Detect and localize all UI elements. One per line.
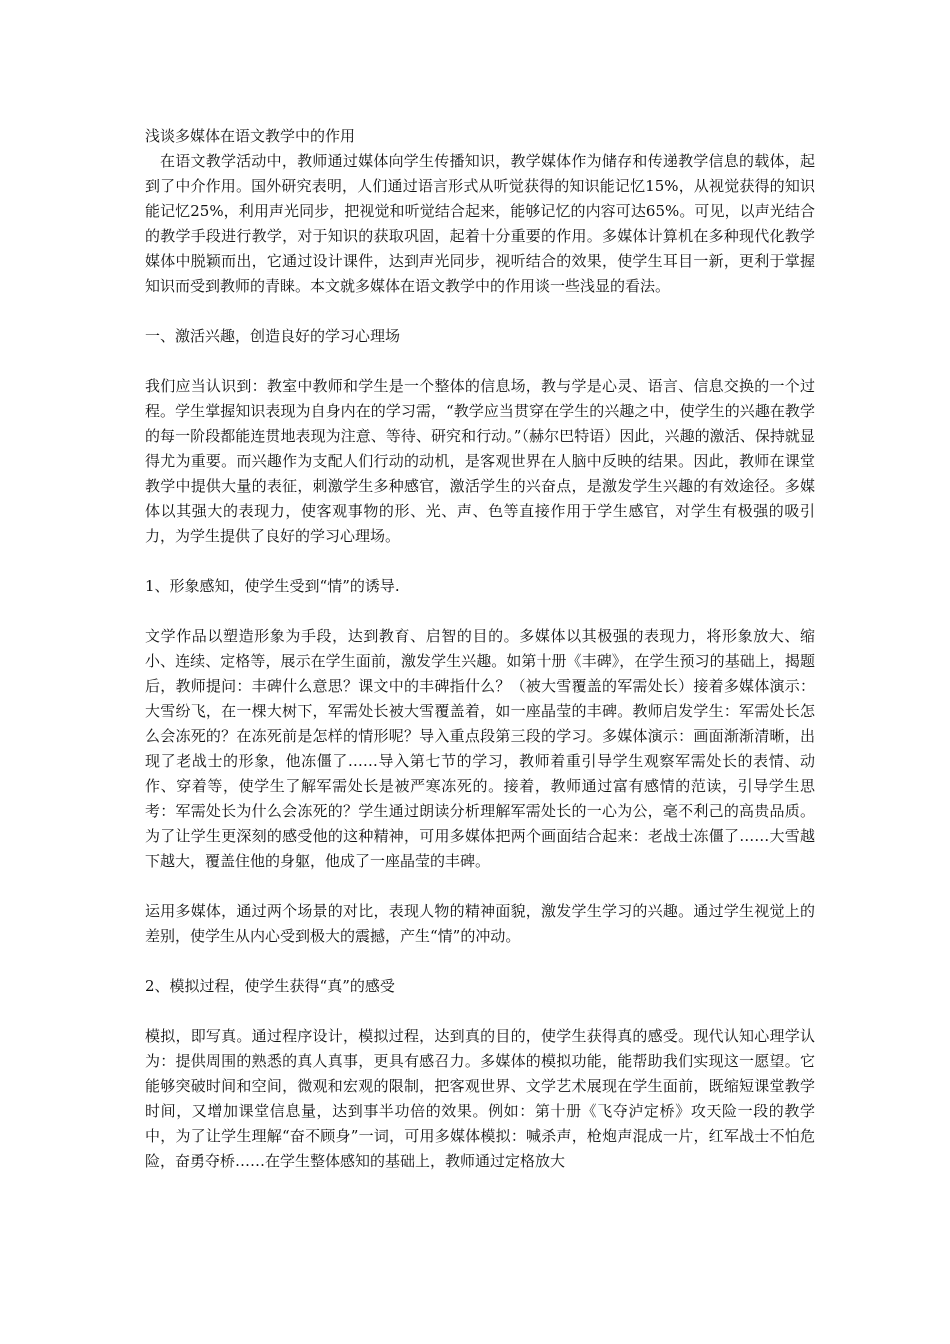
- subsection-1-paragraph-1: 文学作品以塑造形象为手段，达到教育、启智的目的。多媒体以其极强的表现力，将形象放大、缩小、连续、定格等，展示在学生面前，激发学生兴趣。如第十册《丰碑》，在学生预习的基础上，揭题后，教师提问：丰碑什么意思？课文中的丰碑指什么？（被大雪覆盖的军需处长）接着多媒体演示：大雪纷飞，在一棵大树下，军需处长被大雪覆盖着，如一座晶莹的丰碑。教师启发学生：军需处长怎么会冻死的？在冻死前是怎样的情形呢？导入重点段第三段的学习。多媒体演示：画面渐渐清晰，出现了老战士的形象，他冻僵了……导入第七节的学习，教师着重引导学生观察军需处长的表情、动作、穿着等，使学生了解军需处长是被严寒冻死的。接着，教师通过富有感情的范读，引导学生思考：军需处长为什么会冻死的？学生通过朗读分析理解军需处长的一心为公，毫不利己的高贵品质。为了让学生更深刻的感受他的这种精神，可用多媒体把两个画面结合起来：老战士冻僵了……大雪越下越大，覆盖住他的身躯，他成了一座晶莹的丰碑。: [145, 627, 815, 870]
- paragraph-gap: [145, 599, 815, 624]
- document-title: 浅谈多媒体在语文教学中的作用: [145, 127, 356, 145]
- section-1-heading: 一、激活兴趣，创造良好的学习心理场: [145, 327, 401, 345]
- subsection-2-paragraph: 模拟，即写真。通过程序设计，模拟过程，达到真的目的，使学生获得真的感受。现代认知心理学认为：提供周围的熟悉的真人真事，更具有感召力。多媒体的模拟功能，能帮助我们实现这一愿望。它能够突破时间和空间，微观和宏观的限制，把客观世界、文学艺术展现在学生面前，既缩短课堂教学时间，又增加课堂信息量，达到事半功倍的效果。例如：第十册《飞夺泸定桥》攻天险一段的教学中，为了让学生理解“奋不顾身”一词，可用多媒体模拟：喊杀声，枪炮声混成一片，红军战士不怕危险，奋勇夺桥……在学生整体感知的基础上，教师通过定格放大: [145, 1027, 815, 1170]
- document-page: [145, 124, 815, 1174]
- subsection-1-paragraph-2: 运用多媒体，通过两个场景的对比，表现人物的精神面貌，激发学生学习的兴趣。通过学生视觉上的差别，使学生从内心受到极大的震撼，产生“情”的冲动。: [145, 902, 815, 945]
- subsection-1-heading: 1、形象感知，使学生受到“情”的诱导.: [145, 577, 400, 595]
- paragraph-gap: [145, 549, 815, 574]
- paragraph-gap: [145, 874, 815, 899]
- paragraph-gap: [145, 999, 815, 1024]
- section-1-paragraph: 我们应当认识到：教室中教师和学生是一个整体的信息场，教与学是心灵、语言、信息交换的一个过程。学生掌握知识表现为自身内在的学习需，“教学应当贯穿在学生的兴趣之中，使学生的兴趣在教学的每一阶段都能连贯地表现为注意、等待、研究和行动。”（赫尔巴特语）因此，兴趣的激活、保持就显得尤为重要。而兴趣作为支配人们行动的动机，是客观世界在人脑中反映的结果。因此，教师在课堂教学中提供大量的表征，刺激学生多种感官，激活学生的兴奋点，是激发学生兴趣的有效途径。多媒体以其强大的表现力，使客观事物的形、光、声、色等直接作用于学生感官，对学生有极强的吸引力，为学生提供了良好的学习心理场。: [145, 377, 815, 545]
- paragraph-gap: [145, 949, 815, 974]
- intro-paragraph: 在语文教学活动中，教师通过媒体向学生传播知识，教学媒体作为储存和传递教学信息的载体，起到了中介作用。国外研究表明，人们通过语言形式从听觉获得的知识能记忆15%，从视觉获得的知识能记忆25%，利用声光同步，把视觉和听觉结合起来，能够记忆的内容可达65%。可见，以声光结合的教学手段进行教学，对于知识的获取巩固，起着十分重要的作用。多媒体计算机在多种现代化教学媒体中脱颖而出，它通过设计课件，达到声光同步，视听结合的效果，使学生耳目一新，更利于掌握知识而受到教师的青睐。本文就多媒体在语文教学中的作用谈一些浅显的看法。: [145, 152, 815, 295]
- paragraph-gap: [145, 299, 815, 324]
- subsection-2-heading: 2、模拟过程，使学生获得“真”的感受: [145, 977, 395, 995]
- paragraph-gap: [145, 349, 815, 374]
